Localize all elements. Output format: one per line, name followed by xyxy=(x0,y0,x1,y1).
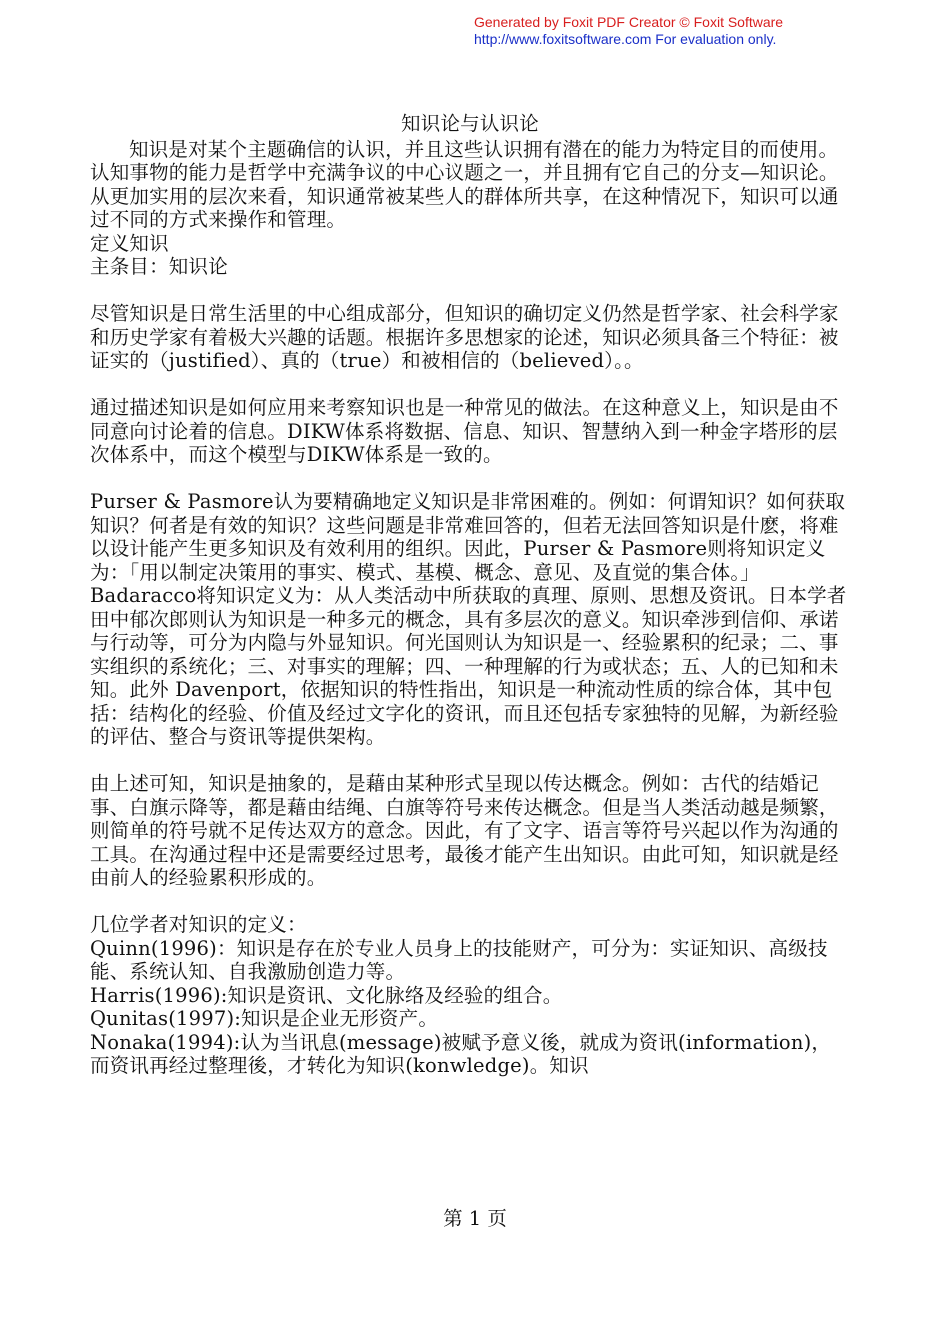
paragraph-scholars-views: Purser & Pasmore认为要精确地定义知识是非常困难的。例如：何谓知识？如何获取知识？何者是有效的知识？这些问题是非常难回答的，但若无法回答知识是什麽，将难以设计能产生更多知识及有效利用的组织。因此，Purser & Pasmore则将知识定义为：「用以制定决策用的事实、模式、基模、概念、意见、及直觉的集合体。」Badaracco将知识定义为：从人类活动中所获取的真理、原则、思想及资讯。日本学者田中郁次郎则认为知识是一种多元的概念，具有多层次的意义。知识牵涉到信仰、承诺与行动等，可分为内隐与外显知识。何光国则认为知识是一、经验累积的纪录；二、事实组织的系统化；三、对事实的理解；四、一种理解的行为或状态；五、人的已知和未知。此外 Davenport，依据知识的特性指出，知识是一种流动性质的综合体，其中包括：结构化的经验、价值及经过文字化的资讯，而且还包括专家独特的见解，为新经验的评估、整合与资讯等提供架构。 xyxy=(90,490,847,748)
main-entry-link[interactable]: 主条目：知识论 xyxy=(90,255,228,278)
spacer xyxy=(90,890,850,914)
spacer xyxy=(90,279,850,303)
paragraph-abstract-knowledge: 由上述可知，知识是抽象的，是藉由某种形式呈现以传达概念。例如：古代的结婚记事、白旗示降等，都是藉由结绳、白旗等符号来传达概念。但是当人类活动越是频繁，则简单的符号就不足传达双方的意念。因此，有了文字、语言等符号兴起以作为沟通的工具。在沟通过程中还是需要经过思考，最後才能产生出知识。由此可知，知识就是经由前人的经验累积形成的。 xyxy=(90,772,839,889)
page-number: 第 1 页 xyxy=(443,1207,507,1230)
section-heading-define: 定义知识 xyxy=(90,231,169,255)
definition-qunitas: Qunitas(1997):知识是企业无形资产。 xyxy=(90,1007,439,1030)
spacer xyxy=(90,749,850,773)
document-title: 知识论与认识论 xyxy=(401,112,539,135)
definition-harris: Harris(1996):知识是资讯、文化脉络及经验的组合。 xyxy=(90,983,563,1007)
spacer xyxy=(90,467,850,491)
definition-nonaka: Nonaka(1994):认为当讯息(message)被赋予意义後，就成为资讯(information)，而资讯再经过整理後，才转化为知识(konwledge)。知识 xyxy=(90,1030,832,1077)
watermark xyxy=(474,14,874,48)
spacer xyxy=(90,373,850,397)
scholars-heading: 几位学者对知识的定义： xyxy=(90,913,307,936)
intro-paragraph: 知识是对某个主题确信的认识，并且这些认识拥有潜在的能力为特定目的而使用。认知事物的能力是哲学中充满争议的中心议题之一，并且拥有它自己的分支—知识论。从更加实用的层次来看，知识通常被某些人的群体所共享，在这种情况下，知识可以通过不同的方式来操作和管理。 xyxy=(90,137,839,231)
watermark-line-1: Generated by Foxit PDF Creator © Foxit Software xyxy=(474,14,784,30)
paragraph-dikw: 通过描述知识是如何应用来考察知识也是一种常见的做法。在这种意义上，知识是由不同意向讨论着的信息。DIKW体系将数据、信息、知识、智慧纳入到一种金字塔形的层次体系中，而这个模型与DIKW体系是一致的。 xyxy=(90,396,839,466)
definition-quinn: Quinn(1996)：知识是存在於专业人员身上的技能财产，可分为：实证知识、高级技能、系统认知、自我激励创造力等。 xyxy=(90,936,828,983)
watermark-line-2[interactable]: http://www.foxitsoftware.com For evaluation only. xyxy=(474,31,777,47)
document-body xyxy=(90,112,850,1078)
paragraph-definition: 尽管知识是日常生活里的中心组成部分，但知识的确切定义仍然是哲学家、社会科学家和历史学家有着极大兴趣的话题。根据许多思想家的论述，知识必须具备三个特征：被证实的（justified）、真的（true）和被相信的（believed）。。 xyxy=(90,302,839,372)
